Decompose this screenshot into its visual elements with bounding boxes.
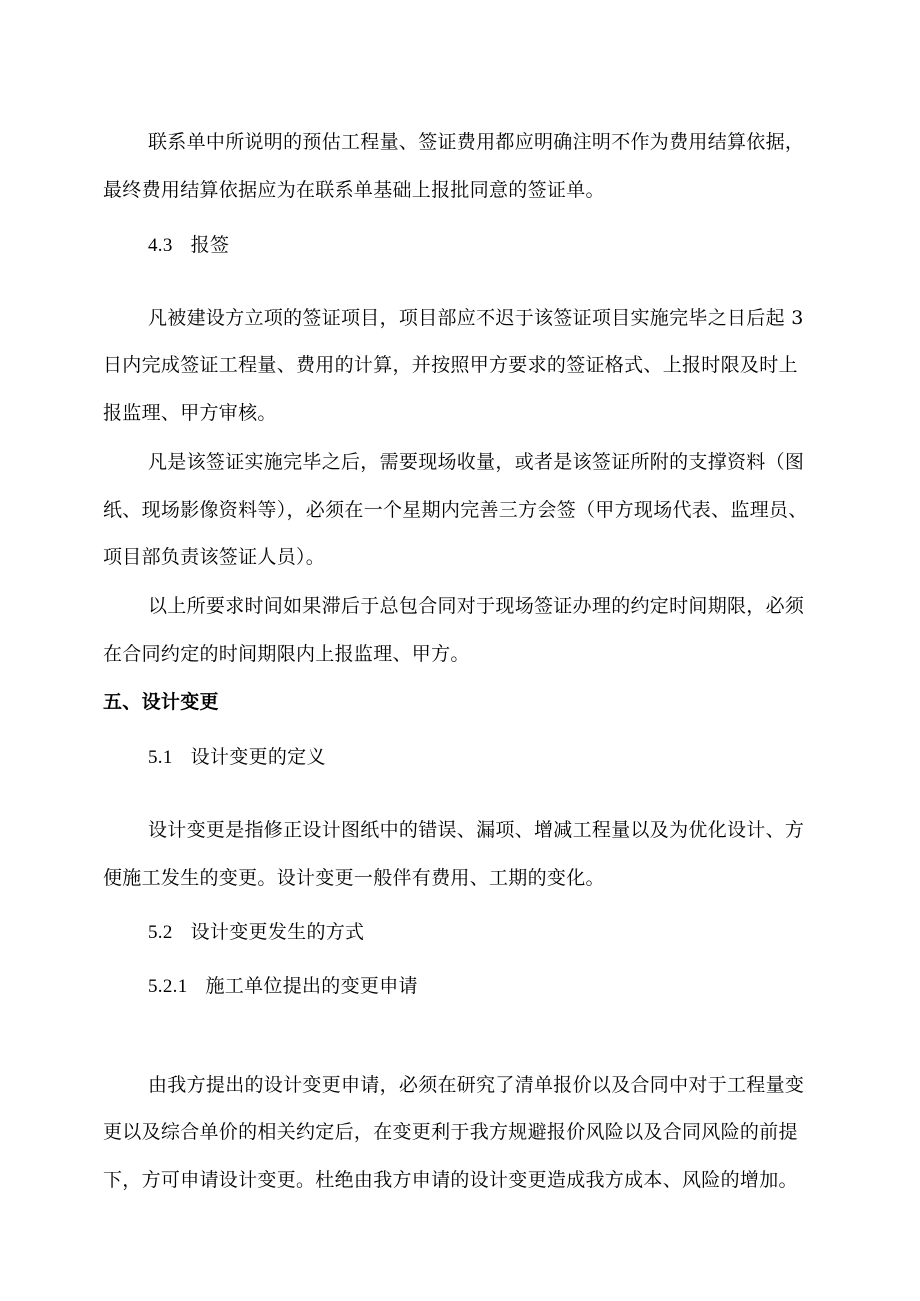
section-heading-4-3: [148, 233, 229, 258]
paragraph-line: 凡是该签证实施完毕之后，需要现场收量，或者是该签证所附的支撑资料（图: [148, 451, 805, 473]
paragraph-line: 由我方提出的设计变更申请，必须在研究了清单报价以及合同中对于工程量变: [148, 1074, 805, 1096]
section-heading-5-2: [148, 920, 364, 945]
paragraph-line: 凡被建设方立项的签证项目，项目部应不迟于该签证项目实施完毕之日后起 3: [148, 307, 804, 329]
paragraph-line: 日内完成签证工程量、费用的计算，并按照甲方要求的签证格式、上报时限及时上: [103, 354, 798, 376]
paragraph-line: 报监理、甲方审核。: [103, 402, 277, 424]
section-title: 报签: [190, 234, 230, 256]
section-number: 5.2.1: [148, 976, 188, 997]
section-number: 4.3: [148, 235, 173, 256]
section-title: 设计变更的定义: [190, 746, 326, 768]
paragraph-line: 项目部负责该签证人员）。: [103, 546, 326, 568]
paragraph-line: 纸、现场影像资料等），必须在一个星期内完善三方会签（甲方现场代表、监理员、: [103, 499, 808, 521]
paragraph-line: 下，方可申请设计变更。杜绝由我方申请的设计变更造成我方成本、风险的增加。: [103, 1169, 798, 1191]
section-title: 施工单位提出的变更申请: [205, 975, 418, 997]
paragraph-line: 最终费用结算依据应为在联系单基础上报批同意的签证单。: [103, 179, 605, 201]
section-heading-5-1: [148, 745, 326, 770]
section-title: 设计变更发生的方式: [190, 921, 365, 943]
section-heading-5-2-1: [148, 974, 418, 999]
paragraph-line: 在合同约定的时间期限内上报监理、甲方。: [103, 643, 470, 665]
paragraph-line: 便施工发生的变更。设计变更一般伴有费用、工期的变化。: [103, 867, 605, 889]
paragraph-line: 联系单中所说明的预估工程量、签证费用都应明确注明不作为费用结算依据，: [148, 131, 805, 153]
paragraph-line: 设计变更是指修正设计图纸中的错误、漏项、增减工程量以及为优化设计、方: [148, 819, 805, 841]
chapter-heading: 五、设计变更: [103, 691, 219, 713]
paragraph-line: 以上所要求时间如果滞后于总包合同对于现场签证办理的约定时间期限，必须: [148, 595, 805, 617]
section-number: 5.1: [148, 747, 173, 768]
section-number: 5.2: [148, 922, 173, 943]
paragraph-line: 更以及综合单价的相关约定后，在变更利于我方规避报价风险以及合同风险的前提: [103, 1121, 798, 1143]
